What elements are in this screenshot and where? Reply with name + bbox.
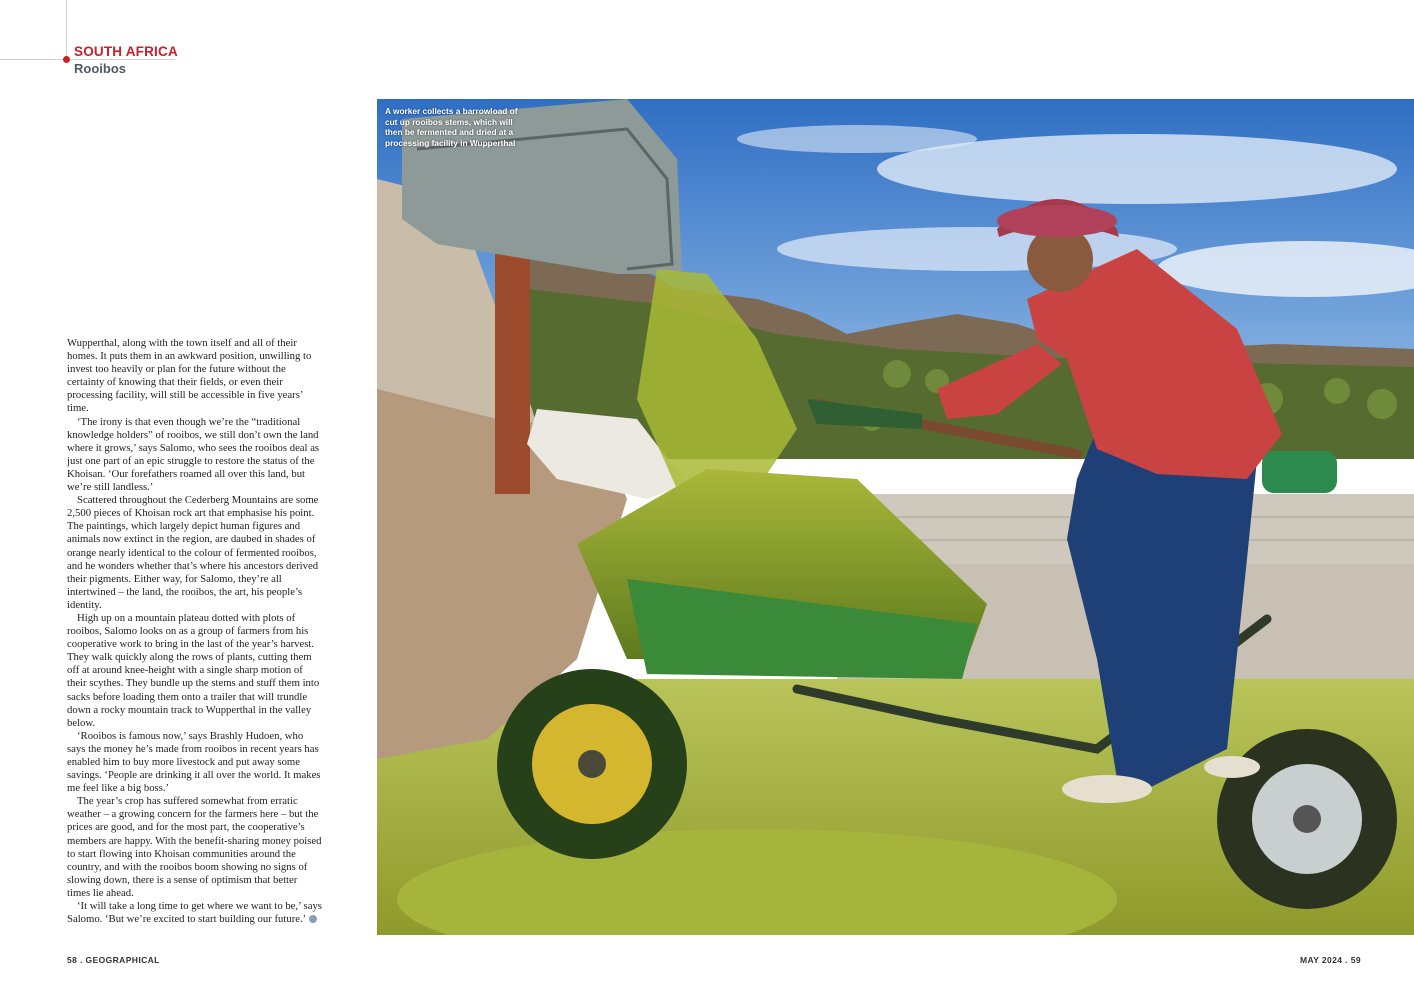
right-page-folio: MAY 2024 . 59 <box>1300 955 1361 965</box>
photo-caption: A worker collects a barrowload of cut up rooibos stems, which will then be fermented and dried at a processing facility in Wupperthal <box>385 106 518 148</box>
article-paragraph: ‘The irony is that even though we’re the “traditional knowledge holders” of rooibos, we still don’t own the land where it grows,’ says Salomo, who sees the rooibos deal as just one part of an epic struggle to restore the status of the Khoisan. ‘Our forefathers roamed all over this land, but we’re still landless.’ <box>67 415 320 494</box>
article-paragraph: The year’s crop has suffered somewhat from erratic weather – a growing concern for the farmers here – but the prices are good, and for the most part, the cooperative’s members are happy. With the benefit-sharing money poised to start flowing into Khoisan communities around the country, and with the rooibos boom showing no signs of slowing down, there is a sense of optimism that better times lie ahead. <box>67 795 322 899</box>
section-subtitle: Rooibos <box>74 61 126 76</box>
section-title: SOUTH AFRICA <box>74 44 178 59</box>
article-paragraph: Wupperthal, along with the town itself and all of their homes. It puts them in an awkward position, unwilling to invest too heavily or plan for the future without the certainty of knowing that their fields, or even their processing facility, will still be accessible in five years’ time. <box>67 337 312 415</box>
crop-mark-horizontal <box>0 59 175 60</box>
photo-illustration <box>377 99 1414 935</box>
end-of-article-icon <box>309 915 317 923</box>
article-paragraph: ‘Rooibos is famous now,’ says Brashly Hudoen, who says the money he’s made from rooibos in recent years has enabled him to buy more livestock and put away some savings. ‘People are drinking it all over the world. It makes me feel like a big boss.’ <box>67 729 321 795</box>
feature-photo <box>377 99 1414 935</box>
article-paragraph-text: ‘It will take a long time to get where we want to be,’ says Salomo. ‘But we’re excited to start building our future.’ <box>67 900 322 926</box>
crop-mark-vertical <box>66 0 67 60</box>
article-paragraph: High up on a mountain plateau dotted with plots of rooibos, Salomo looks on as a group of farmers from his cooperative work to bring in the last of the year’s harvest. They walk quickly along the rows of plants, cutting them off at around knee-height with a single sharp motion of their scythes. They bundle up the stems and stuff them into sacks before loading them onto a trailer that will trundle down a rocky mountain track to Wupperthal in the valley below. <box>67 611 320 729</box>
article-body <box>67 337 323 926</box>
article-last-paragraph <box>67 900 323 926</box>
article-paragraph: Scattered throughout the Cederberg Mountains are some 2,500 pieces of Khoisan rock art that emphasise his point. The paintings, which largely depict human figures and animals now extinct in the region, are daubed in shades of orange nearly identical to the colour of fermented rooibos, and he wonders whether that’s where his ancestors derived their pigments. Either way, for Salomo, they’re all intertwined – the land, the rooibos, the art, his people’s identity. <box>67 494 319 611</box>
left-page-folio: 58 . GEOGRAPHICAL <box>67 955 160 965</box>
section-marker-dot <box>63 56 70 63</box>
